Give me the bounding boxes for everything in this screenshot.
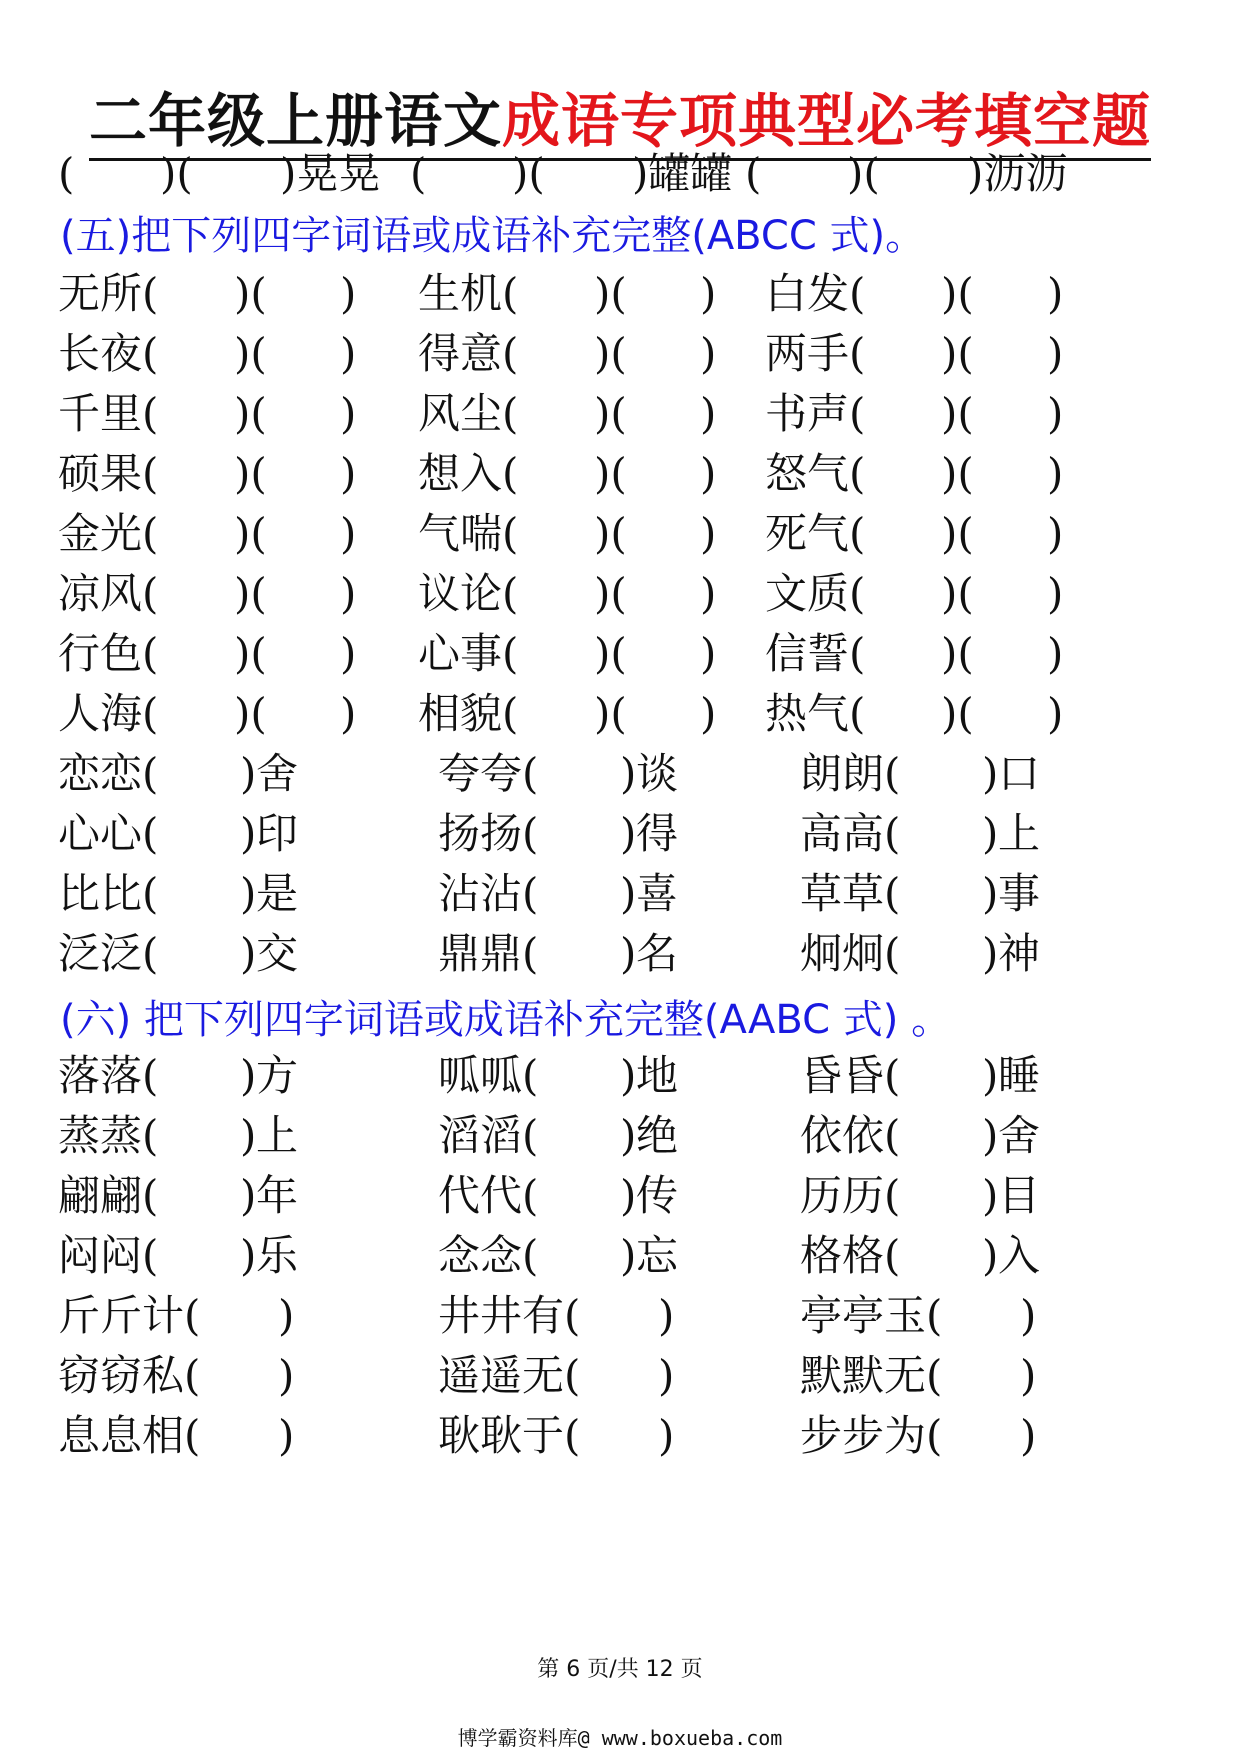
mid-paren: )( (234, 389, 267, 438)
close-paren: ) (620, 1231, 637, 1280)
item-prefix: 文质 (765, 569, 850, 618)
mid-paren: )( (594, 569, 627, 618)
item-prefix: 千里 (58, 389, 143, 438)
mid-paren: )( (941, 569, 974, 618)
item-suffix: )沥沥 (967, 149, 1068, 198)
item-prefix: 心事 (418, 629, 503, 678)
close-paren: ) (700, 389, 717, 438)
open-paren: ( (142, 1051, 159, 1100)
item-prefix: 长夜 (58, 329, 143, 378)
open-paren: ( (522, 1231, 539, 1280)
mid-paren: )( (594, 389, 627, 438)
open-paren: ( (502, 569, 519, 618)
mid-paren: )( (941, 269, 974, 318)
close-paren: ) (240, 1171, 257, 1220)
close-paren: ) (240, 1231, 257, 1280)
mid-paren: )( (594, 689, 627, 738)
item-prefix: 人海 (58, 689, 143, 738)
mid-paren: )( (941, 329, 974, 378)
item-prefix: 默默无 (800, 1351, 927, 1400)
close-paren: ) (620, 929, 637, 978)
abc-row (0, 1346, 1240, 1406)
close-paren: ) (240, 1111, 257, 1160)
open-paren: ( (502, 329, 519, 378)
abc-row (0, 1286, 1240, 1346)
title-part-2: 成语专项典型必考填空题 (502, 87, 1152, 155)
item-suffix: )罐罐 (632, 149, 733, 198)
close-paren: ) (340, 269, 357, 318)
aabc-row (0, 804, 1240, 864)
item-prefix: 行色 (58, 629, 143, 678)
item-suffix: 名 (636, 929, 679, 978)
item-prefix: 风尘 (418, 389, 503, 438)
open-paren: ( (522, 1111, 539, 1160)
open-paren: ( (142, 869, 159, 918)
mid-paren: )( (594, 509, 627, 558)
item-prefix: 息息相 (58, 1411, 185, 1460)
close-paren: ) (1020, 1411, 1037, 1460)
open-paren: ( (142, 269, 159, 318)
item-prefix: 热气 (765, 689, 850, 738)
item-prefix: 生机 (418, 269, 503, 318)
close-paren: ) (620, 1051, 637, 1100)
close-paren: ) (982, 1171, 999, 1220)
open-paren: ( (884, 1171, 901, 1220)
close-paren: ) (340, 689, 357, 738)
close-paren: ) (1047, 689, 1064, 738)
item-prefix: 井井有 (438, 1291, 565, 1340)
mid-paren: )( (594, 629, 627, 678)
aabc-row (0, 744, 1240, 804)
open-paren: ( (522, 1051, 539, 1100)
section-5-heading: (五)把下列四字词语或成语补充完整(ABCC 式)。 (60, 213, 926, 259)
open-paren: ( (849, 269, 866, 318)
section-6-heading: (六) 把下列四字词语或成语补充完整(AABC 式) 。 (60, 997, 952, 1043)
source-watermark: 博学霸资料库@ www.boxueba.com (457, 1726, 783, 1750)
item-suffix: 地 (636, 1051, 679, 1100)
close-paren: ) (240, 809, 257, 858)
close-paren: ) (700, 449, 717, 498)
close-paren: ) (278, 1351, 295, 1400)
close-paren: ) (700, 689, 717, 738)
mid-paren: )( (594, 449, 627, 498)
close-paren: ) (340, 329, 357, 378)
item-suffix: 上 (256, 1111, 299, 1160)
item-prefix: 草草 (800, 869, 885, 918)
item-prefix: 夸夸 (438, 749, 523, 798)
abc-row (0, 1406, 1240, 1466)
close-paren: ) (1047, 389, 1064, 438)
item-suffix: 绝 (636, 1111, 679, 1160)
close-paren: ) (1047, 509, 1064, 558)
open-paren: ( (884, 749, 901, 798)
open-paren: ( (142, 569, 159, 618)
close-paren: ) (240, 929, 257, 978)
abcc-row (0, 564, 1240, 624)
item-prefix: 金光 (58, 509, 143, 558)
mid-paren: )( (160, 149, 193, 198)
close-paren: ) (240, 869, 257, 918)
item-prefix: 得意 (418, 329, 503, 378)
item-suffix: 事 (998, 869, 1041, 918)
item-suffix: 方 (256, 1051, 299, 1100)
close-paren: ) (340, 569, 357, 618)
item-suffix: 年 (256, 1171, 299, 1220)
close-paren: ) (240, 1051, 257, 1100)
close-paren: ) (982, 1051, 999, 1100)
item-prefix: 亭亭玉 (800, 1291, 927, 1340)
close-paren: ) (620, 1111, 637, 1160)
close-paren: ) (982, 749, 999, 798)
open-paren: ( (502, 689, 519, 738)
item-prefix: 翩翩 (58, 1171, 143, 1220)
abcc-row (0, 624, 1240, 684)
item-prefix: 鼎鼎 (438, 929, 523, 978)
item-prefix: 硕果 (58, 449, 143, 498)
close-paren: ) (620, 809, 637, 858)
close-paren: ) (620, 1171, 637, 1220)
open-paren: ( (142, 629, 159, 678)
mid-paren: )( (512, 149, 545, 198)
mid-paren: )( (941, 509, 974, 558)
item-prefix: 呱呱 (438, 1051, 523, 1100)
open-paren: ( (564, 1291, 581, 1340)
item-prefix: 沾沾 (438, 869, 523, 918)
item-prefix: 蒸蒸 (58, 1111, 143, 1160)
open-paren: ( (849, 569, 866, 618)
close-paren: ) (982, 1111, 999, 1160)
open-paren: ( (142, 329, 159, 378)
close-paren: ) (278, 1411, 295, 1460)
item-prefix: 扬扬 (438, 809, 523, 858)
open-paren: ( (142, 449, 159, 498)
abcc-row (0, 324, 1240, 384)
open-paren: ( (142, 509, 159, 558)
item-prefix: 书声 (765, 389, 850, 438)
item-suffix: 得 (636, 809, 679, 858)
item-prefix: 格格 (800, 1231, 885, 1280)
item-suffix: 印 (256, 809, 299, 858)
open-paren: ( (522, 809, 539, 858)
close-paren: ) (340, 509, 357, 558)
item-prefix: 想入 (418, 449, 503, 498)
page-footer: 第 6 页/共 12 页 (537, 1657, 703, 1682)
open-paren: ( (184, 1411, 201, 1460)
open-paren: ( (142, 1111, 159, 1160)
open-paren: ( (522, 929, 539, 978)
item-suffix: 神 (998, 929, 1041, 978)
abcc-row (0, 264, 1240, 324)
open-paren: ( (502, 449, 519, 498)
mid-paren: )( (941, 389, 974, 438)
item-prefix: 高高 (800, 809, 885, 858)
item-prefix: 议论 (418, 569, 503, 618)
close-paren: ) (700, 269, 717, 318)
item-prefix: 炯炯 (800, 929, 885, 978)
item-prefix: 代代 (438, 1171, 523, 1220)
open-paren: ( (849, 629, 866, 678)
open-paren: ( (884, 1111, 901, 1160)
aabc-row (0, 924, 1240, 984)
open-paren: ( (142, 929, 159, 978)
item-suffix: 口 (998, 749, 1041, 798)
item-prefix: 恋恋 (58, 749, 143, 798)
item-prefix: 历历 (800, 1171, 885, 1220)
close-paren: ) (1020, 1291, 1037, 1340)
close-paren: ) (240, 749, 257, 798)
item-prefix: 比比 (58, 869, 143, 918)
open-paren: ( (184, 1291, 201, 1340)
item-prefix: 无所 (58, 269, 143, 318)
close-paren: ) (1047, 269, 1064, 318)
aabc-row (0, 1166, 1240, 1226)
close-paren: ) (658, 1291, 675, 1340)
close-paren: ) (982, 929, 999, 978)
abcc-row (0, 684, 1240, 744)
open-paren: ( (58, 149, 75, 198)
item-prefix: 怒气 (765, 449, 850, 498)
close-paren: ) (620, 869, 637, 918)
close-paren: ) (1047, 569, 1064, 618)
mid-paren: )( (234, 269, 267, 318)
item-prefix: 遥遥无 (438, 1351, 565, 1400)
mid-paren: )( (941, 449, 974, 498)
open-paren: ( (142, 749, 159, 798)
open-paren: ( (502, 509, 519, 558)
mid-paren: )( (234, 569, 267, 618)
mid-paren: )( (594, 269, 627, 318)
item-suffix: 舍 (998, 1111, 1041, 1160)
item-prefix: 两手 (765, 329, 850, 378)
item-prefix: 念念 (438, 1231, 523, 1280)
open-paren: ( (184, 1351, 201, 1400)
open-paren: ( (849, 329, 866, 378)
item-prefix: 信誓 (765, 629, 850, 678)
item-suffix: 睡 (998, 1051, 1041, 1100)
open-paren: ( (926, 1411, 943, 1460)
close-paren: ) (658, 1351, 675, 1400)
mid-paren: )( (234, 449, 267, 498)
open-paren: ( (849, 389, 866, 438)
open-paren: ( (502, 269, 519, 318)
item-prefix: 耿耿于 (438, 1411, 565, 1460)
item-suffix: 谈 (636, 749, 679, 798)
close-paren: ) (658, 1411, 675, 1460)
open-paren: ( (410, 149, 427, 198)
item-suffix: 是 (256, 869, 299, 918)
title-part-1: 二年级上册语文 (88, 87, 502, 155)
item-prefix: 步步为 (800, 1411, 927, 1460)
item-suffix: 目 (998, 1171, 1041, 1220)
mid-paren: )( (941, 689, 974, 738)
abcc-row (0, 444, 1240, 504)
open-paren: ( (142, 1171, 159, 1220)
abcc-row (0, 384, 1240, 444)
open-paren: ( (564, 1411, 581, 1460)
item-prefix: 白发 (765, 269, 850, 318)
open-paren: ( (884, 1231, 901, 1280)
close-paren: ) (982, 869, 999, 918)
open-paren: ( (884, 809, 901, 858)
open-paren: ( (849, 689, 866, 738)
item-suffix: 交 (256, 929, 299, 978)
mid-paren: )( (594, 329, 627, 378)
close-paren: ) (700, 629, 717, 678)
close-paren: ) (278, 1291, 295, 1340)
mid-paren: )( (941, 629, 974, 678)
open-paren: ( (884, 929, 901, 978)
open-paren: ( (884, 1051, 901, 1100)
open-paren: ( (522, 869, 539, 918)
close-paren: ) (700, 569, 717, 618)
item-suffix: 传 (636, 1171, 679, 1220)
item-suffix: 忘 (636, 1231, 679, 1280)
aabc-row (0, 1046, 1240, 1106)
open-paren: ( (849, 509, 866, 558)
close-paren: ) (982, 809, 999, 858)
mid-paren: )( (847, 149, 880, 198)
mid-paren: )( (234, 329, 267, 378)
item-prefix: 心心 (58, 809, 143, 858)
close-paren: ) (1047, 629, 1064, 678)
item-prefix: 凉风 (58, 569, 143, 618)
open-paren: ( (142, 809, 159, 858)
item-prefix: 泛泛 (58, 929, 143, 978)
item-prefix: 昏昏 (800, 1051, 885, 1100)
item-prefix: 死气 (765, 509, 850, 558)
item-prefix: 依依 (800, 1111, 885, 1160)
item-prefix: 朗朗 (800, 749, 885, 798)
open-paren: ( (564, 1351, 581, 1400)
close-paren: ) (340, 449, 357, 498)
close-paren: ) (340, 389, 357, 438)
close-paren: ) (340, 629, 357, 678)
close-paren: ) (700, 509, 717, 558)
open-paren: ( (522, 749, 539, 798)
open-paren: ( (502, 629, 519, 678)
open-paren: ( (926, 1351, 943, 1400)
open-paren: ( (849, 449, 866, 498)
open-paren: ( (142, 1231, 159, 1280)
open-paren: ( (522, 1171, 539, 1220)
item-suffix: )晃晃 (280, 149, 381, 198)
item-prefix: 气喘 (418, 509, 503, 558)
open-paren: ( (926, 1291, 943, 1340)
open-paren: ( (745, 149, 762, 198)
aabc-row (0, 864, 1240, 924)
close-paren: ) (620, 749, 637, 798)
item-suffix: 乐 (256, 1231, 299, 1280)
top-row (0, 144, 1240, 204)
open-paren: ( (142, 389, 159, 438)
item-prefix: 窃窃私 (58, 1351, 185, 1400)
item-prefix: 滔滔 (438, 1111, 523, 1160)
mid-paren: )( (234, 689, 267, 738)
item-prefix: 斤斤计 (58, 1291, 185, 1340)
close-paren: ) (1047, 329, 1064, 378)
item-suffix: 舍 (256, 749, 299, 798)
close-paren: ) (1020, 1351, 1037, 1400)
item-prefix: 落落 (58, 1051, 143, 1100)
abcc-row (0, 504, 1240, 564)
open-paren: ( (884, 869, 901, 918)
item-prefix: 闷闷 (58, 1231, 143, 1280)
close-paren: ) (982, 1231, 999, 1280)
item-suffix: 上 (998, 809, 1041, 858)
open-paren: ( (142, 689, 159, 738)
mid-paren: )( (234, 509, 267, 558)
item-suffix: 喜 (636, 869, 679, 918)
item-suffix: 入 (998, 1231, 1041, 1280)
close-paren: ) (700, 329, 717, 378)
mid-paren: )( (234, 629, 267, 678)
aabc-row (0, 1106, 1240, 1166)
aabc-row (0, 1226, 1240, 1286)
item-prefix: 相貌 (418, 689, 503, 738)
close-paren: ) (1047, 449, 1064, 498)
open-paren: ( (502, 389, 519, 438)
